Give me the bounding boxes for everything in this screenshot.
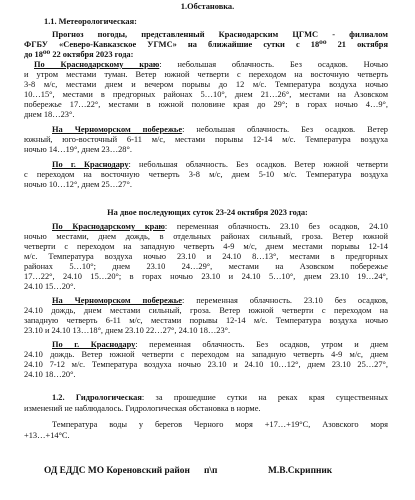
forecast-intro-line: ФГБУ «Северо-Кавказское УГМС» на ближайшие сутки с 18⁰⁰ 21 октября <box>24 40 388 49</box>
krasnodar-label: По г. Краснодару <box>52 160 129 169</box>
section-1-1-heading: 1.1. Метеорологическая: <box>44 17 137 26</box>
krai-outlook-line: 17…22°, 24.10 15…20°; в горах ночью 23.10 и 24.10 5…10°, днем 23.10 19…24°, <box>24 272 388 281</box>
krai-outlook-line: районах 5…10°; днем 23.10 24…29°, местами на Азовском побережье <box>24 262 388 271</box>
signature-separator: п\п <box>204 466 218 476</box>
document-title: 1.Обстановка. <box>180 2 235 11</box>
krasnodar-outlook-line: По г. Краснодару: переменная облачность. Без осадков, утром и днем <box>52 340 388 349</box>
black-sea-forecast-line: южный, юго-восточный 6-11 м/с, местами порывы 12-14 м/с. Температура воздуха <box>24 135 388 144</box>
krai-outlook-line: четверти с переходом на западную четверть 4-9 м/с, днем местами порывы 12-14 <box>24 242 388 251</box>
krasnodar-outlook-line: 24.10 18…20°. <box>24 370 76 379</box>
krai-forecast-line: побережье 17…22°, местами в южной половине края до 29°; в горах ночью 4…9°, <box>24 100 388 109</box>
forecast-intro-line: Прогноз погоды, представленный Краснодарским ЦГМС - филиалом <box>52 30 388 39</box>
forecast-intro-line: до 18⁰⁰ 22 октября 2023 года: <box>24 50 134 59</box>
krai-outlook-line: м/с. Температура воздуха ночью 23.10 и 24.10 8…13°, местами в предгорных <box>24 252 388 261</box>
water-temperature-line: Температура воды у берегов Черного моря +17…+19°C, Азовского моря <box>52 420 388 429</box>
black-sea-outlook-line: западную четверть 6-11 м/с, местами порывы 12-14 м/с. Температура воздуха ночью <box>24 316 388 325</box>
hydrology-line: изменений не наблюдалось. Гидрологическая обстановка в норме. <box>24 404 261 413</box>
signatory-name: М.В.Скрипник <box>268 466 333 476</box>
krasnodar-forecast-line: По г. Краснодару: небольшая облачность. Без осадков. Ветер южной четверти <box>52 160 389 169</box>
two-day-forecast-heading: На двое последующих суток 23-24 октября 2023 года: <box>107 208 308 217</box>
krasnodar-forecast-line: с переходом на восточную четверть 3-8 м/с, днем 5-10 м/с. Температура воздуха <box>24 170 388 179</box>
signature-organization: ОД ЕДДС МО Кореновский район <box>44 466 190 476</box>
hydrology-line: 1.2. Гидрологическая: за прошедшие сутки на реках края существенных <box>52 393 389 402</box>
black-sea-label: На Черноморском побережье <box>52 296 182 305</box>
black-sea-label: На Черноморском побережье <box>52 125 183 134</box>
black-sea-forecast-line: ночью 14…19°, днем 23…28°. <box>24 145 132 154</box>
black-sea-outlook-line: 24.10 дождь, днем местами сильный, гроза. Ветер южной четверти с переходом на <box>24 306 388 315</box>
krai-forecast-line: днем 18…23°. <box>24 110 75 119</box>
krasnodar-outlook-line: 24.10 дождь. Ветер южной четверти с переходом на западную четверть 4-9 м/с, днем <box>24 350 388 359</box>
water-temperature-line: +13…+14°C. <box>24 431 70 440</box>
krai-label: По Краснодарскому краю <box>34 60 160 69</box>
krai-outlook-line: 24.10 15…20°. <box>24 282 76 291</box>
krai-forecast-line: и утром местами туман. Ветер южной четверти с переходом на восточную четверть <box>24 70 388 79</box>
krai-outlook-line: По Краснодарскому краю: переменная облачность. 23.10 без осадков, 24.10 <box>52 222 388 231</box>
section-1-2-heading: 1.2. Гидрологическая <box>52 393 142 402</box>
krai-forecast-line: 3-8 м/с, местами днем и вечером порывы до 12 м/с. Температура воздуха ночью <box>24 80 388 89</box>
black-sea-outlook-line: На Черноморском побережье: переменная облачность. 23.10 без осадков, <box>52 296 388 305</box>
krai-forecast-line: По Краснодарскому краю: небольшая облачность. Без осадков. Ночью <box>34 60 388 69</box>
krasnodar-forecast-line: ночью 10…12°, днем 25…27°. <box>24 180 132 189</box>
krai-outlook-line: ночью местами, днем дождь, в отдельных районах сильный, гроза. Ветер южной <box>24 232 388 241</box>
krasnodar-outlook-line: 24.10 7-12 м/с. Температура воздуха ночью 23.10 и 24.10 10…12°, днем 23.10 25…27°, <box>24 360 388 369</box>
krai-forecast-line: 10…15°, местами в предгорных районах 5…10°, днем 21…26°, местами на Азовском <box>24 90 388 99</box>
black-sea-outlook-line: 23.10 и 24.10 13…18°, днем 23.10 22…27°, 24.10 18…23°. <box>24 326 231 335</box>
black-sea-forecast-line: На Черноморском побережье: небольшая облачность. Без осадков. Ветер <box>52 125 388 134</box>
krasnodar-label: По г. Краснодару <box>52 340 136 349</box>
krai-label: По Краснодарскому краю <box>52 222 165 231</box>
